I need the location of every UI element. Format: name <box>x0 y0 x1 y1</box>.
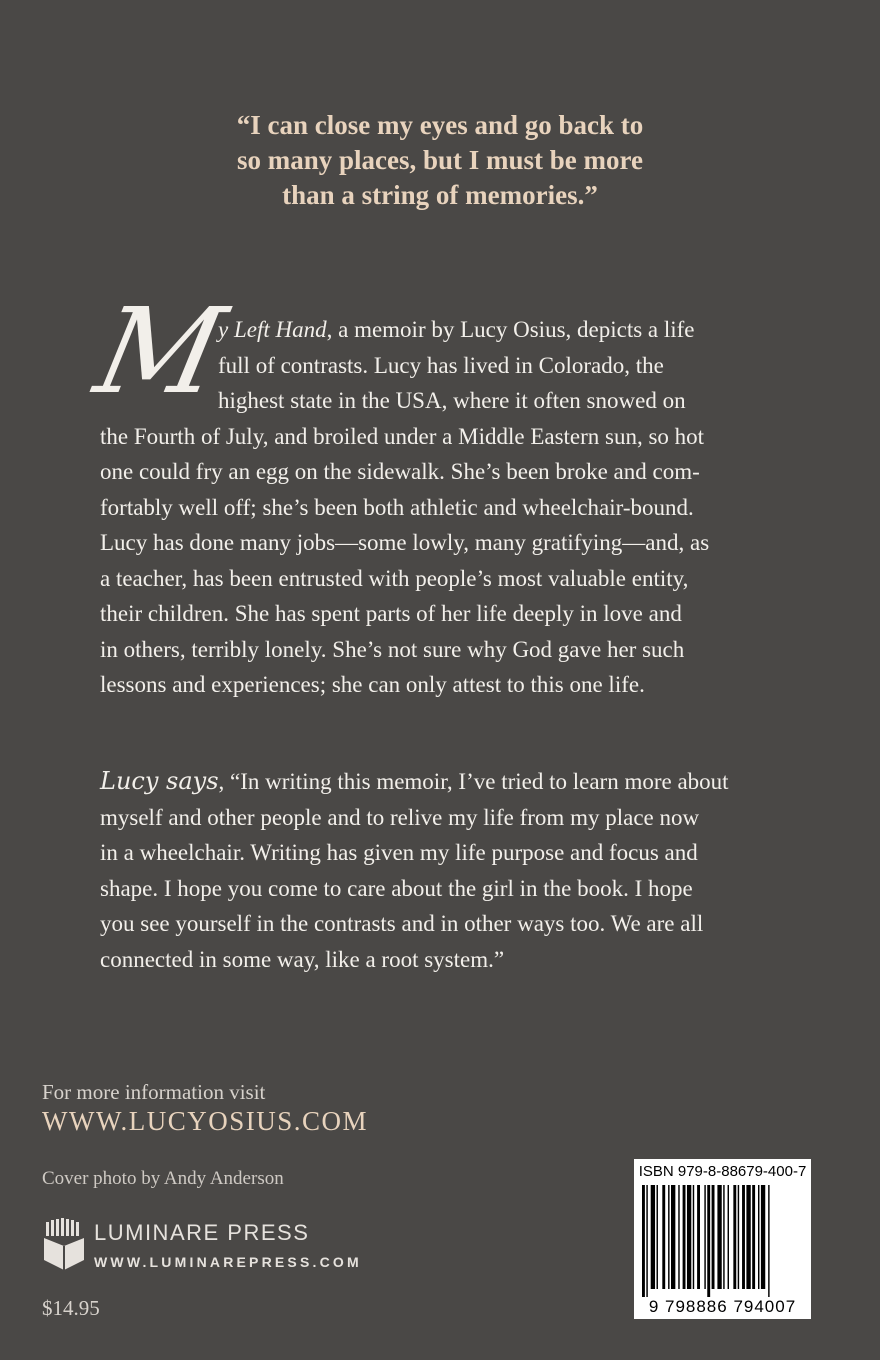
barcode-bar <box>651 1185 655 1289</box>
lucy-line: in a wheelchair. Writing has given my life purpose and focus and <box>100 840 698 865</box>
barcode-bar <box>742 1185 745 1289</box>
author-website-link[interactable]: WWW.LUCYOSIUS.COM <box>42 1106 369 1136</box>
barcode-bar <box>657 1185 658 1289</box>
isbn-label: ISBN 979-8-88679-400-7 <box>638 1163 807 1180</box>
barcode-bar <box>728 1185 729 1289</box>
barcode-bar <box>668 1185 669 1289</box>
lucy-line: myself and other people and to relive my life from my place now <box>100 804 700 830</box>
lucy-line <box>100 764 780 800</box>
intro-paragraph <box>100 312 780 703</box>
barcode-bar <box>642 1185 645 1297</box>
lucy-says-paragraph <box>100 764 780 977</box>
intro-line: one could fry an egg on the sidewalk. She’s been broke and com- <box>100 459 700 484</box>
intro-line: full of contrasts. Lucy has lived in Colorado, the <box>218 352 664 378</box>
lucy-line: connected in some way, like a root system.” <box>100 946 505 972</box>
price: $14.95 <box>42 1296 100 1320</box>
intro-line: the Fourth of July, and broiled under a Middle Eastern sun, so hot <box>100 423 705 449</box>
intro-line-text: , a memoir by Lucy Osius, depicts a life <box>326 317 695 342</box>
barcode-bar <box>683 1185 686 1289</box>
drop-cap: M <box>85 282 236 420</box>
intro-line: lessons and experiences; she can only attest to this one life. <box>100 672 645 697</box>
barcode-bar <box>712 1185 715 1289</box>
barcode-bar <box>746 1185 750 1289</box>
intro-line: their children. She has spent parts of her life deeply in love and <box>100 601 682 626</box>
barcode-bars <box>642 1185 803 1297</box>
book-logo-icon <box>42 1218 86 1270</box>
barcode-bar <box>707 1185 710 1297</box>
lucy-line: shape. I hope you come to care about the girl in the book. I hope <box>100 875 693 901</box>
publisher-website-link[interactable]: WWW.LUMINAREPRESS.COM <box>94 1254 362 1270</box>
barcode-bar <box>761 1185 765 1289</box>
intro-line: Lucy has done many jobs—some lowly, many gratifying—and, as <box>100 530 710 555</box>
barcode-bar <box>717 1185 721 1289</box>
photo-credit: Cover photo by Andy Anderson <box>42 1168 284 1189</box>
intro-line <box>100 312 780 348</box>
barcode-bar <box>687 1185 691 1289</box>
pull-quote <box>140 108 740 213</box>
barcode-bar <box>738 1185 739 1289</box>
book-title: y Left Hand <box>218 317 327 342</box>
barcode-bar <box>768 1185 769 1297</box>
barcode-number: 9 798886 794007 <box>648 1297 797 1316</box>
lucy-line-text: , “In writing this memoir, I’ve tried to learn more about <box>218 769 729 794</box>
intro-line: fortably well off; she’s been both athletic and wheelchair-bound. <box>100 494 694 520</box>
barcode-bar <box>678 1185 679 1289</box>
barcode-bar <box>697 1185 700 1289</box>
barcode-bar <box>733 1185 736 1289</box>
barcode-bar <box>758 1185 759 1289</box>
lucy-says-lead: Lucy says <box>100 767 219 795</box>
intro-line: a teacher, has been entrusted with people’s most valuable entity, <box>100 565 689 591</box>
barcode-bar <box>693 1185 694 1289</box>
lucy-line: you see yourself in the contrasts and in other ways too. We are all <box>100 911 704 936</box>
pull-quote-line: “I can close my eyes and go back to <box>236 110 644 140</box>
barcode-bar <box>704 1185 705 1289</box>
barcode-bar <box>671 1185 675 1289</box>
isbn-barcode <box>634 1159 811 1319</box>
barcode-bar <box>752 1185 755 1289</box>
info-label: For more information visit <box>42 1080 266 1104</box>
pull-quote-line: so many places, but I must be more <box>236 145 643 175</box>
publisher-name: LUMINARE PRESS <box>94 1220 310 1245</box>
pull-quote-line: than a string of memories.” <box>282 180 598 210</box>
barcode-bar <box>723 1185 724 1289</box>
intro-line: highest state in the USA, where it often snowed on <box>218 388 686 413</box>
barcode-bar <box>662 1185 665 1289</box>
intro-line: in others, terribly lonely. She’s not sure why God gave her such <box>100 636 685 662</box>
barcode-bar <box>646 1185 647 1297</box>
